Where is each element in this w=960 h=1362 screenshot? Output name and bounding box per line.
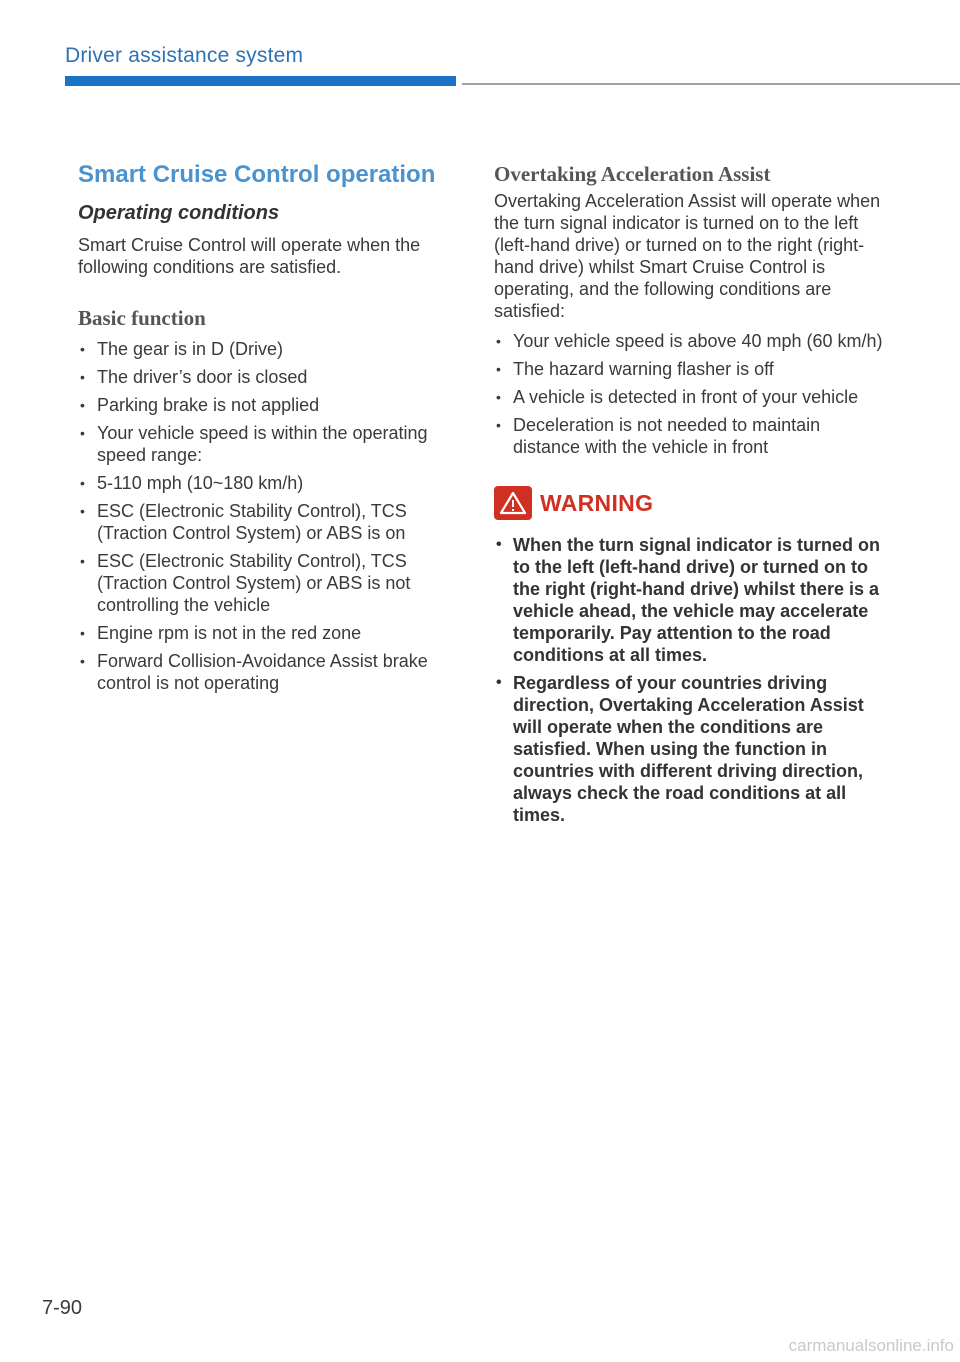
- list-item: • The driver’s door is closed: [80, 367, 308, 387]
- basic-function-list: [78, 338, 458, 694]
- list-item: • Engine rpm is not in the red zone: [80, 623, 362, 643]
- bullet-icon: •: [496, 389, 501, 405]
- list-item: • Forward Collision-Avoidance Assist brake control is not operating: [80, 651, 428, 693]
- bullet-icon: •: [80, 397, 85, 413]
- bullet-icon: •: [80, 425, 85, 441]
- list-item: • ESC (Electronic Stability Control), TCS (Traction Control System) or ABS is on: [80, 501, 407, 543]
- watermark: carmanualsonline.info: [788, 1336, 954, 1355]
- overtaking-conditions-list: [494, 330, 884, 458]
- bullet-icon: •: [496, 417, 501, 433]
- bullet-icon: •: [496, 361, 501, 377]
- list-item: • Deceleration is not needed to maintain distance with the vehicle in front: [496, 415, 821, 457]
- header-accent-bar: [65, 76, 456, 86]
- list-item: • ESC (Electronic Stability Control), TCS (Traction Control System) or ABS is not controlling the vehicle: [80, 551, 411, 615]
- bullet-icon: •: [80, 625, 85, 641]
- list-item: • The gear is in D (Drive): [80, 339, 284, 359]
- bullet-icon: •: [496, 333, 501, 349]
- page-number: 7-90: [42, 1297, 83, 1319]
- basic-function-heading: Basic function: [78, 306, 206, 330]
- bullet-icon: •: [80, 553, 85, 569]
- bullet-icon: •: [80, 475, 85, 491]
- section-title: Driver assistance system: [65, 44, 304, 67]
- header-rule: [462, 83, 960, 85]
- bullet-icon: •: [80, 341, 85, 357]
- bullet-icon: •: [80, 369, 85, 385]
- bullet-icon: •: [496, 536, 502, 553]
- list-item: • Your vehicle speed is within the operating speed range:: [80, 423, 428, 465]
- bullet-icon: •: [80, 503, 85, 519]
- bullet-icon: •: [496, 674, 502, 691]
- list-item: • 5-110 mph (10~180 km/h): [80, 473, 304, 493]
- list-item: • Parking brake is not applied: [80, 395, 320, 415]
- overtaking-intro: Overtaking Acceleration Assist will operate when the turn signal indicator is turned on to the left (left-hand drive) or turned on to the right (right-hand drive) whilst Smart Cruise Control is operating, and the following conditions are satisfied:: [494, 191, 881, 321]
- left-column: [78, 160, 458, 700]
- list-item: • When the turn signal indicator is turned on to the left (left-hand drive) or turned on to the right (right-hand drive) whilst there is a vehicle ahead, the vehicle may accelerate temporarily. Pay attention to the road conditions at all times.: [496, 535, 881, 665]
- list-item: • Regardless of your countries driving direction, Overtaking Acceleration Assist will operate when the conditions are satisfied. When using the function in countries with different driving direction, always check the road conditions at all times.: [496, 673, 864, 825]
- section-heading: Smart Cruise Control operation: [78, 161, 436, 188]
- warning-list: [494, 534, 884, 826]
- bullet-icon: •: [80, 653, 85, 669]
- subheading: Operating conditions: [78, 202, 280, 224]
- warning-title: WARNING: [540, 489, 654, 516]
- list-item: • Your vehicle speed is above 40 mph (60 km/h): [496, 331, 883, 351]
- overtaking-heading: Overtaking Acceleration Assist: [494, 162, 771, 186]
- warning-header: [494, 486, 884, 520]
- warning-triangle-icon: [494, 486, 532, 520]
- right-column: [494, 160, 884, 832]
- intro-text: Smart Cruise Control will operate when the following conditions are satisfied.: [78, 235, 421, 277]
- list-item: • A vehicle is detected in front of your vehicle: [496, 387, 859, 407]
- list-item: • The hazard warning flasher is off: [496, 359, 774, 379]
